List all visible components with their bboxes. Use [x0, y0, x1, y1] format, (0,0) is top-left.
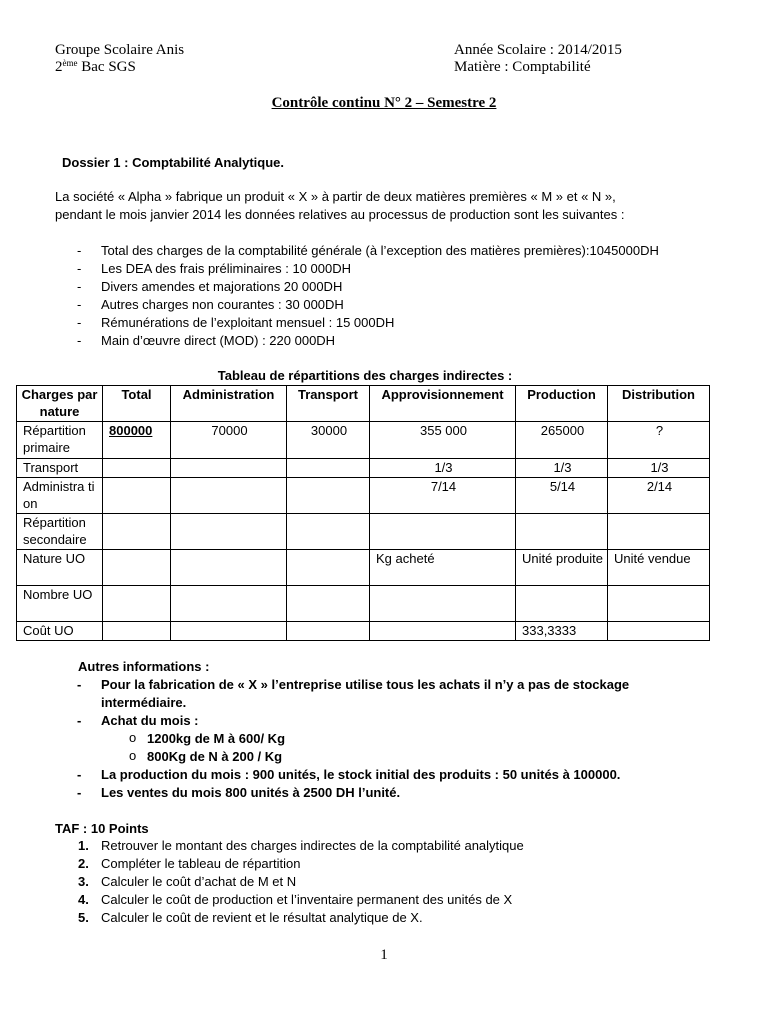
table-cell: 30000 — [287, 422, 370, 459]
table-cell — [608, 622, 710, 641]
taf-title: TAF : 10 Points — [55, 821, 149, 836]
table-cell: 1/3 — [516, 459, 608, 478]
table-cell — [516, 586, 608, 622]
table-header-cell: Transport — [287, 386, 370, 422]
table-cell — [370, 586, 516, 622]
table-header-cell: Approvisionnement — [370, 386, 516, 422]
table-cell — [171, 622, 287, 641]
page-number: 1 — [380, 947, 388, 963]
table-cell: 800000 — [103, 422, 171, 459]
table-header-cell: Total — [103, 386, 171, 422]
table-row — [17, 478, 710, 514]
autres-title: Autres informations : — [78, 659, 210, 674]
table-header-cell: Distribution — [608, 386, 710, 422]
table-row — [17, 586, 710, 622]
table-header-cell: Administration — [171, 386, 287, 422]
intro-line-2: pendant le mois janvier 2014 les données relatives au processus de production sont les suivantes : — [55, 207, 625, 222]
table-cell: 70000 — [171, 422, 287, 459]
page-title: Contrôle continu N° 2 – Semestre 2 — [271, 95, 497, 111]
table-cell — [103, 514, 171, 550]
table-cell: 355 000 — [370, 422, 516, 459]
table-cell — [171, 550, 287, 586]
table-header-row — [17, 386, 710, 422]
subject: Matière : Comptabilité — [454, 59, 591, 75]
header-left — [55, 42, 184, 76]
table-cell: 333,3333 — [516, 622, 608, 641]
table-cell — [287, 586, 370, 622]
table-cell — [171, 459, 287, 478]
table-cell — [608, 514, 710, 550]
table-row — [17, 514, 710, 550]
table-cell: Administra tion — [17, 478, 103, 514]
table-cell — [608, 586, 710, 622]
class-prefix: 2 — [55, 59, 63, 75]
table-cell — [171, 586, 287, 622]
table-cell: Nombre UO — [17, 586, 103, 622]
table-cell — [171, 478, 287, 514]
class-name — [55, 59, 184, 76]
table-row — [17, 422, 710, 459]
school-name: Groupe Scolaire Anis — [55, 42, 185, 58]
header-right — [454, 42, 622, 76]
list-item-continuation: intermédiaire. — [101, 695, 187, 710]
table-cell: 265000 — [516, 422, 608, 459]
table-cell — [171, 514, 287, 550]
table-cell — [103, 478, 171, 514]
table-row — [17, 550, 710, 586]
table-header-cell: Production — [516, 386, 608, 422]
table-header-cell: Charges par nature — [17, 386, 103, 422]
table-cell: Kg acheté — [370, 550, 516, 586]
table-cell: Coût UO — [17, 622, 103, 641]
sub-bullet-marker: o — [129, 730, 137, 745]
table-cell — [287, 514, 370, 550]
intro-line-1: La société « Alpha » fabrique un produit « X » à partir de deux matières premières « M » et « N », — [55, 189, 616, 204]
table-cell — [370, 622, 516, 641]
table-cell: 2/14 — [608, 478, 710, 514]
table-cell: Répartition primaire — [17, 422, 103, 459]
table-row — [17, 459, 710, 478]
table-cell: Répartition secondaire — [17, 514, 103, 550]
table-cell — [287, 459, 370, 478]
table-cell: ? — [608, 422, 710, 459]
table-cell — [103, 622, 171, 641]
table-cell: 7/14 — [370, 478, 516, 514]
school-year: Année Scolaire : 2014/2015 — [454, 42, 622, 58]
table-cell — [516, 514, 608, 550]
table-cell: 1/3 — [608, 459, 710, 478]
table-cell — [287, 478, 370, 514]
table-title: Tableau de répartitions des charges indirectes : — [217, 368, 513, 383]
table-cell — [287, 550, 370, 586]
table-row — [17, 622, 710, 641]
table-cell: Unité vendue — [608, 550, 710, 586]
table-cell: Nature UO — [17, 550, 103, 586]
table-cell: 5/14 — [516, 478, 608, 514]
dossier-title: Dossier 1 : Comptabilité Analytique. — [62, 155, 285, 170]
table-cell — [370, 514, 516, 550]
table-cell: Unité produite — [516, 550, 608, 586]
class-suffix: Bac SGS — [77, 59, 136, 75]
table-cell — [103, 586, 171, 622]
class-superscript: ème — [62, 58, 78, 68]
table-cell: 1/3 — [370, 459, 516, 478]
sub-list-item: 1200kg de M à 600/ Kg — [147, 731, 286, 746]
sub-bullet-marker: o — [129, 748, 137, 763]
table-cell — [103, 459, 171, 478]
table-cell — [103, 550, 171, 586]
table-cell — [287, 622, 370, 641]
table-cell: Transport — [17, 459, 103, 478]
repartition-table — [16, 385, 710, 641]
sub-list-item: 800Kg de N à 200 / Kg — [147, 749, 283, 764]
